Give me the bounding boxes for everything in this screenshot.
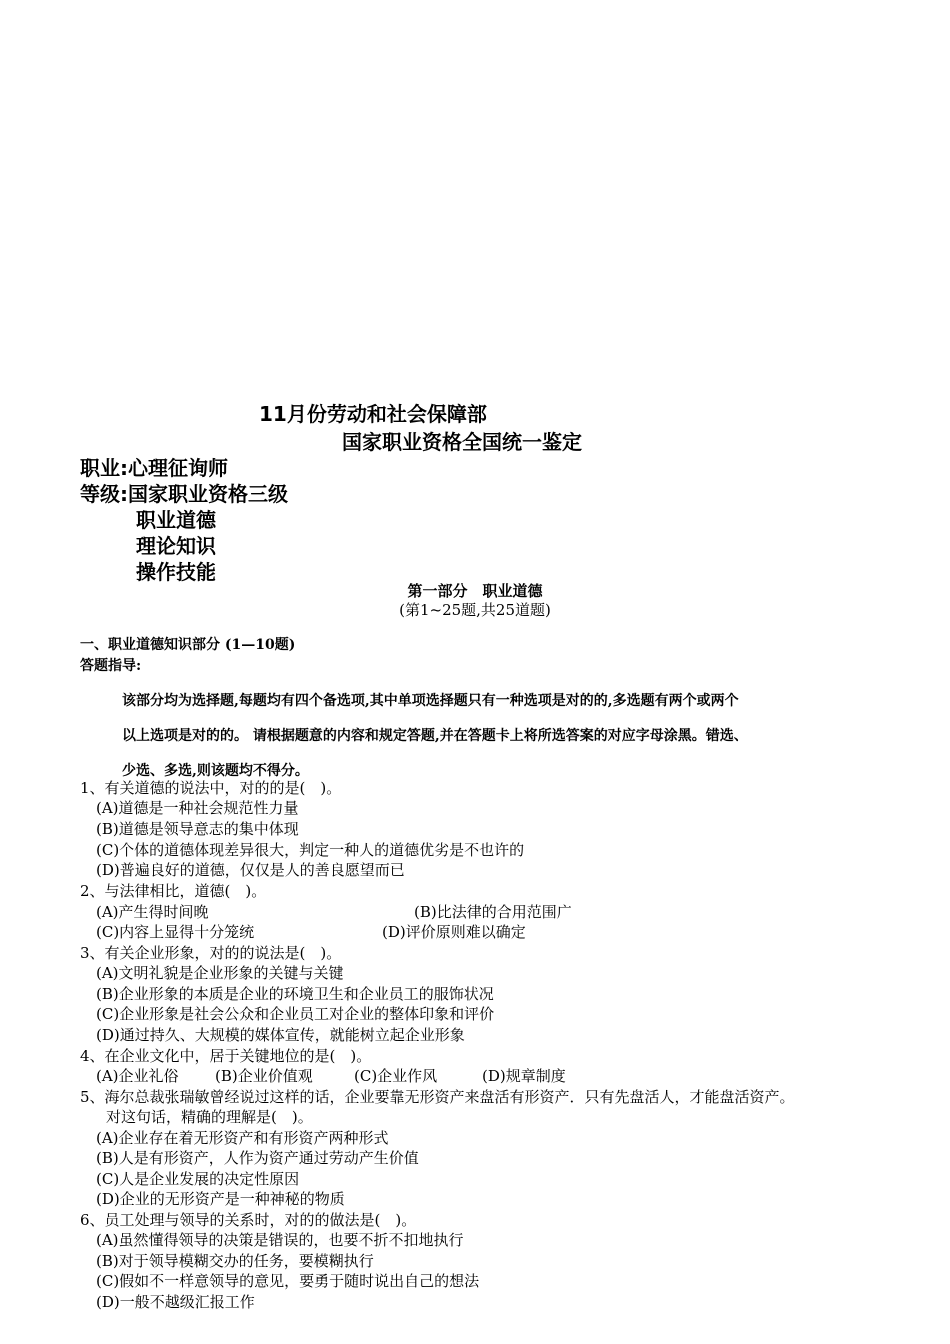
question-option: (D)通过持久、大规模的媒体宣传，就能树立起企业形象 <box>96 1026 465 1044</box>
part-title: 第一部分 职业道德 <box>407 582 543 600</box>
question-option: (B)对于领导模糊交办的任务，要模糊执行 <box>96 1252 374 1270</box>
question-option: (C)企业形象是社会公众和企业员工对企业的整体印象和评价 <box>96 1005 495 1023</box>
exam-title-line2: 国家职业资格全国统一鉴定 <box>342 430 582 454</box>
profession-label: 职业:心理征询师 <box>80 456 228 480</box>
question-option: (D)企业的无形资产是一种神秘的物质 <box>96 1190 345 1208</box>
part-range: (第1~25题,共25道题) <box>399 601 551 619</box>
question-stem: 4、在企业文化中，居于关键地位的是( )。 <box>80 1047 372 1065</box>
question-option: (A)文明礼貌是企业形象的关键与关键 <box>96 964 344 982</box>
question-stem-continuation: 对这句话，精确的理解是( )。 <box>106 1108 313 1126</box>
question-stem: 3、有关企业形象，对的的说法是( )。 <box>80 944 342 962</box>
subject-theory: 理论知识 <box>136 534 216 558</box>
question-option: (A)道德是一种社会规范性力量 <box>96 799 299 817</box>
question-option: (A)产生得时间晚 <box>96 903 209 921</box>
section-heading: 一、职业道德知识部分 (1—10题) <box>80 637 296 653</box>
question-stem: 5、海尔总裁张瑞敏曾经说过这样的话，企业要靠无形资产来盘活有形资产．只有先盘活人，才能盘活资产。 <box>80 1088 795 1106</box>
guide-label: 答题指导: <box>80 658 142 674</box>
subject-ethics: 职业道德 <box>136 508 216 532</box>
question-option: (A)企业存在着无形资产和有形资产两种形式 <box>96 1129 389 1147</box>
subject-skills: 操作技能 <box>136 560 216 584</box>
question-option: (C)个体的道德体现差异很大，判定一种人的道德优劣是不也许的 <box>96 841 525 859</box>
instruction-line: 少选、多选,则该题均不得分。 <box>122 763 309 779</box>
question-option: (B)企业形象的本质是企业的环境卫生和企业员工的服饰状况 <box>96 985 494 1003</box>
question-option: (C)假如不一样意领导的意见，要勇于随时说出自己的想法 <box>96 1272 480 1290</box>
question-stem: 1、有关道德的说法中，对的的是( )。 <box>80 779 342 797</box>
question-option: (B)人是有形资产，人作为资产通过劳动产生价值 <box>96 1149 419 1167</box>
question-option: (C)内容上显得十分笼统 <box>96 923 255 941</box>
exam-title-line1: 11月份劳动和社会保障部 <box>259 402 487 426</box>
question-option: (A)企业礼俗 <box>96 1067 179 1085</box>
level-label: 等级:国家职业资格三级 <box>80 482 288 506</box>
instruction-line: 该部分均为选择题,每题均有四个备选项,其中单项选择题只有一种选项是对的的,多选题有两个或两个 <box>122 693 739 709</box>
question-option: (C)人是企业发展的决定性原因 <box>96 1170 300 1188</box>
question-stem: 6、员工处理与领导的关系时，对的的做法是( )。 <box>80 1211 417 1229</box>
question-option: (D)规章制度 <box>482 1067 566 1085</box>
question-stem: 2、与法律相比，道德( )。 <box>80 882 267 900</box>
question-option: (D)一般不越级汇报工作 <box>96 1293 255 1311</box>
question-option: (B)道德是领导意志的集中体现 <box>96 820 299 838</box>
question-option: (C)企业作风 <box>354 1067 438 1085</box>
question-option: (A)虽然懂得领导的决策是错误的，也要不折不扣地执行 <box>96 1231 464 1249</box>
question-option: (D)评价原则难以确定 <box>382 923 526 941</box>
question-option: (D)普遍良好的道德，仅仅是人的善良愿望而已 <box>96 861 405 879</box>
instruction-line: 以上选项是对的的。 请根据题意的内容和规定答题,并在答题卡上将所选答案的对应字母涂黑。错选、 <box>122 728 748 744</box>
question-option: (B)企业价值观 <box>215 1067 313 1085</box>
question-option: (B)比法律的合用范围广 <box>414 903 572 921</box>
